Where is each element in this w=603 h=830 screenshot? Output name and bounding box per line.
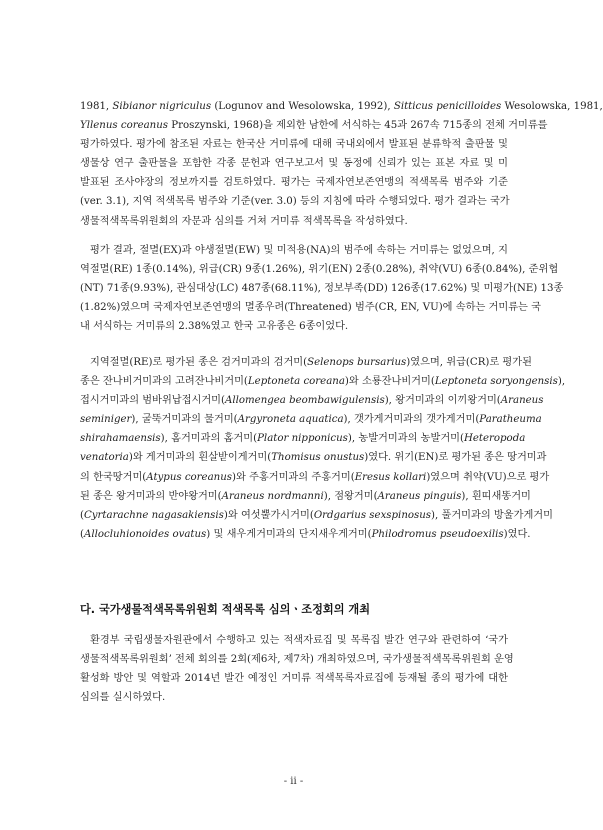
scientific-name: Allomengea beombawigulensis — [225, 395, 385, 407]
scientific-name: Selenops bursarius — [307, 357, 407, 368]
scientific-name: Yllenus coreanus — [80, 120, 169, 132]
scientific-name: Leptoneta coreana — [247, 376, 345, 388]
paragraph-threatened-species — [80, 353, 566, 544]
scientific-name: Heteropoda — [464, 433, 526, 445]
text-line: 내 서식하는 거미류의 2.38%였고 한국 고유종은 6종이었다. — [80, 321, 349, 333]
scientific-name: Eresus kollari — [354, 471, 427, 483]
text-line: (Cyrtarachne nagasakiensis)와 여섯뿔가시거미(Ordgarius sexspinosus), 풀거미과의 방울가게거미 — [80, 509, 553, 521]
scientific-name: Sitticus penicilloides — [393, 101, 502, 112]
scientific-name: Sibianor nigriculus — [112, 101, 212, 112]
scientific-name: Atypus coreanus — [146, 471, 233, 483]
text-line: 역절멸(RE) 1종(0.14%), 위급(CR) 9종(1.26%), 위기(EN) 2종(0.28%), 취약(VU) 6종(0.84%), 준위협 — [80, 264, 559, 276]
text-line: 평가 결과, 절멸(EX)과 야생절멸(EW) 및 미적용(NA)의 범주에 속하는 거미류는 없었으며, 지 — [90, 245, 508, 256]
text-line: 종은 잔나비거미과의 고려잔나비거미(Leptoneta coreana)와 소룡잔나비거미(Leptoneta soryongensis), — [80, 376, 566, 388]
scientific-name: Philodromus pseudoexilis — [371, 528, 504, 540]
page-number: - ii - — [283, 776, 304, 787]
text-line: 의 한국땅거미(Atypus coreanus)와 주홍거미과의 주홍거미(Eresus kollari)였으며 취약(VU)으로 평가 — [80, 471, 550, 483]
text-line: 심의를 실시하였다. — [80, 692, 166, 704]
paragraph-assessment-results — [80, 241, 564, 336]
text-line: (1.82%)였으며 국제자연보존연맹의 멸종우려(Threatened) 범주(CR, EN, VU)에 속하는 거미류는 국 — [80, 302, 541, 314]
scientific-name: Thomisus onustus — [271, 452, 365, 464]
scientific-name: Leptoneta soryongensis — [434, 376, 558, 388]
text-line: venatoria)와 게거미과의 흰살받이게거미(Thomisus onustus)였다. 위기(EN)로 평가된 종은 땅거미과 — [80, 452, 547, 464]
scientific-name: shirahamaensis — [80, 433, 161, 445]
scientific-name: Plator nipponicus — [257, 433, 348, 445]
text-line: 환경부 국립생물자원관에서 수행하고 있는 적색자료집 및 목록집 발간 연구와 관련하여 ‘국가 — [90, 635, 508, 646]
text-line: Yllenus coreanus Proszynski, 1968)을 제외한 남한에 서식하는 45과 267속 715종의 전체 거미류를 — [80, 120, 548, 132]
scientific-name: Paratheuma — [479, 414, 542, 426]
text-line: 발표된 조사야장의 정보까지를 검토하였다. 평가는 국제자연보존연맹의 적색목록 범주와 기준 — [80, 177, 508, 189]
text-line: 지역절멸(RE)로 평가된 종은 검거미과의 검거미(Selenops bursarius)였으며, 위급(CR)로 평가된 — [90, 357, 532, 368]
text-line: 1981, Sibianor nigriculus (Logunov and Wesolowska, 1992), Sitticus penicilloides Wesolowska, 1981, — [80, 101, 603, 112]
scientific-name: Araneus pinguis — [377, 490, 462, 502]
paragraph-committee-meeting — [80, 631, 514, 707]
scientific-name: Allocluhionoides ovatus — [83, 528, 207, 540]
text-line: 생물적색목록위원회’ 전체 회의를 2회(제6차, 제7차) 개최하였으며, 국가생물적색목록위원회 운영 — [80, 654, 514, 666]
scientific-name: Araneus nordmanni — [221, 490, 324, 502]
scientific-name: Argyroneta aquatica — [237, 414, 344, 426]
scientific-name: Araneus — [500, 395, 544, 407]
text-line: seminiger), 굴뚝거미과의 물거미(Argyroneta aquatica), 갯가게거미과의 갯가게거미(Paratheuma — [80, 414, 542, 426]
text-line: 평가하였다. 평가에 참조된 자료는 한국산 거미류에 대해 국내외에서 발표된 분류학적 출판물 및 — [80, 139, 508, 151]
text-line: 생물적색목록위원회의 자문과 심의를 거쳐 거미류 적색목록을 작성하였다. — [80, 215, 408, 227]
text-line: 활성화 방안 및 역할과 2014년 발간 예정인 거미류 적색목록자료집에 등재될 종의 평가에 대한 — [80, 673, 508, 685]
scientific-name: Ordgarius sexspinosus — [313, 509, 432, 521]
scientific-name: seminiger — [80, 414, 132, 426]
text-line: (NT) 71종(9.93%), 관심대상(LC) 487종(68.11%), 정보부족(DD) 126종(17.62%) 및 미평가(NE) 13종 — [80, 283, 564, 295]
scientific-name: venatoria — [80, 452, 129, 464]
text-line: shirahamaensis), 홈거미과의 홈거미(Plator nipponicus), 농발거미과의 농발거미(Heteropoda — [80, 433, 526, 445]
paragraph-assessment-scope — [80, 97, 603, 231]
text-line: (Allocluhionoides ovatus) 및 새우게거미과의 단지새우게거미(Philodromus pseudoexilis)였다. — [80, 528, 531, 540]
section-heading: 다. 국가생물적색목록위원회 적색목록 심의ㆍ조정회의 개최 — [80, 603, 371, 616]
text-line: 접시거미과의 범바위납접시거미(Allomengea beombawigulensis), 왕거미과의 이끼왕거미(Araneus — [80, 395, 544, 407]
text-line: 생물상 연구 출판물을 포함한 각종 문헌과 연구보고서 및 동정에 신뢰가 있는 표본 자료 및 미 — [80, 158, 508, 170]
scientific-name: Cyrtarachne nagasakiensis — [83, 509, 224, 521]
text-line: (ver. 3.1), 지역 적색목록 범주와 기준(ver. 3.0) 등의 지침에 따라 수행되었다. 평가 결과는 국가 — [80, 196, 510, 208]
text-line: 된 종은 왕거미과의 반야왕거미(Araneus nordmanni), 점왕거미(Araneus pinguis), 흰띠새똥거미 — [80, 490, 531, 502]
